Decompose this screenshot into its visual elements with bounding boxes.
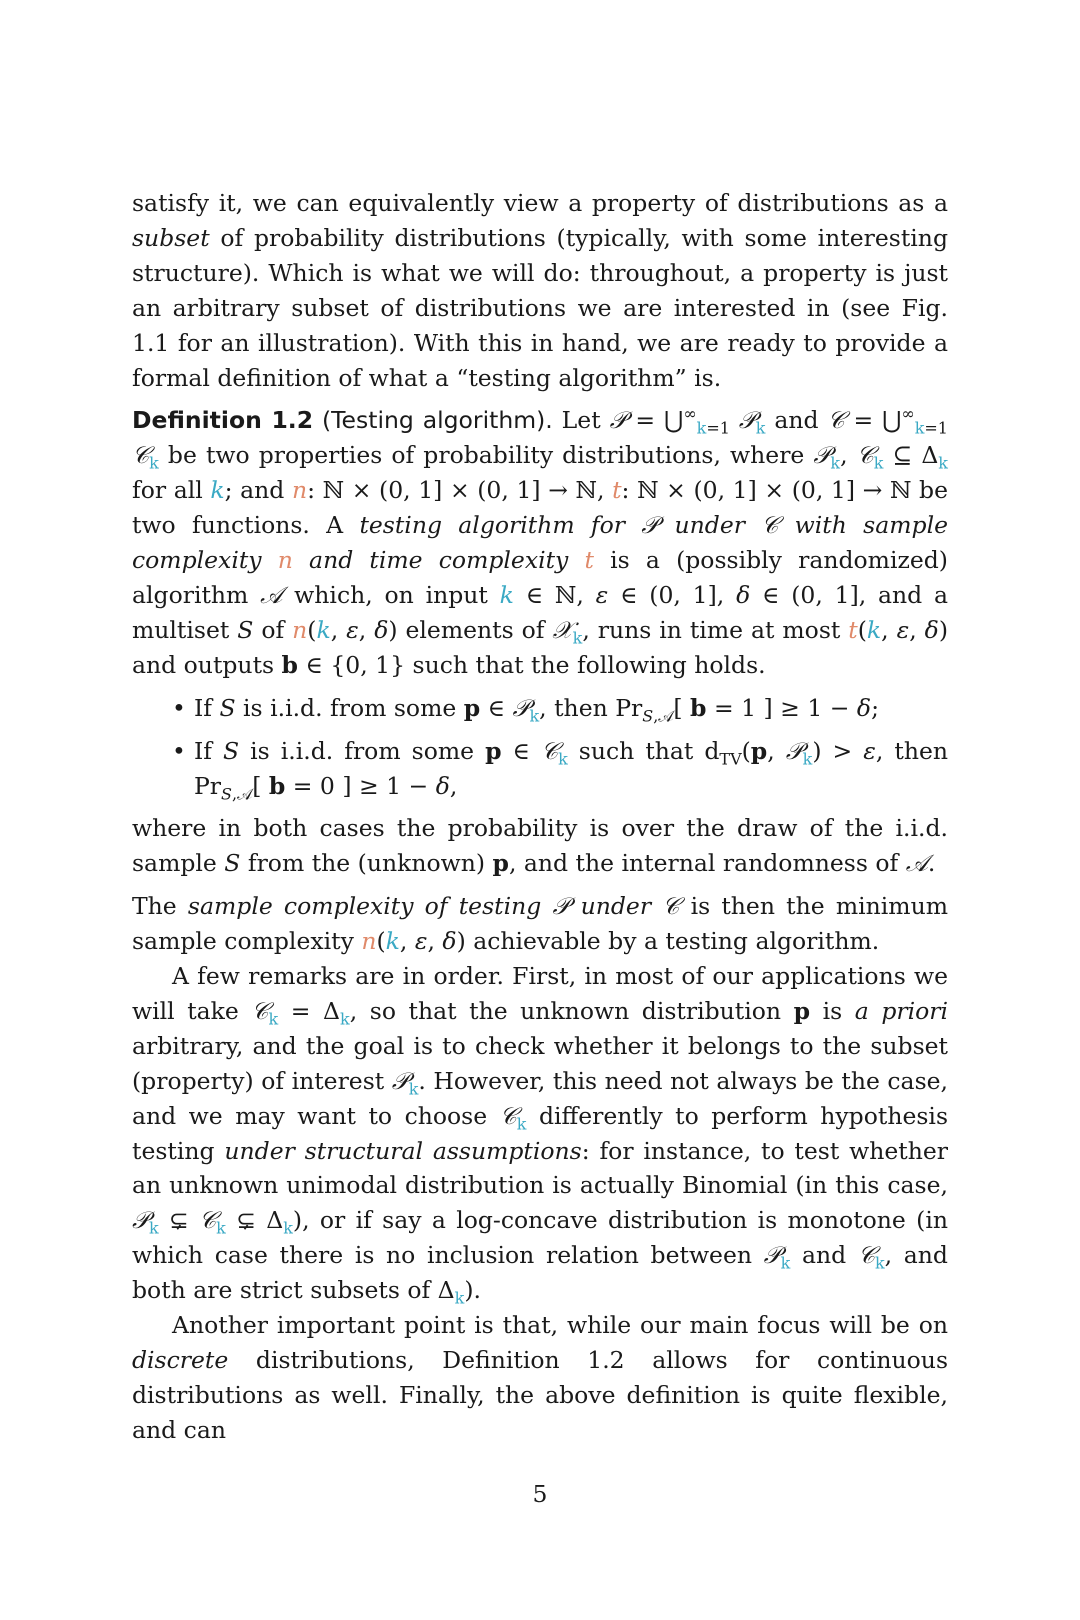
paragraph-continuation: Another important point is that, while our main focus will be on discrete distributions, Definition 1.2 allows for continuous distributions as well. Finally, the above definition is quite flexible, and can (132, 1311, 948, 1444)
definition-label: Definition 1.2 (132, 406, 314, 435)
definition-title: (Testing algorithm). (322, 406, 553, 435)
paragraph-intro: satisfy it, we can equivalently view a property of distributions as a subset of probability distributions (typically, with some interesting structure). Which is what we will do: throughout, a property is just an arbitrary subset of distributions we are interested in (see Fig. 1.1 for an illustration). With this in hand, we are ready to provide a formal definition of what a “testing algorithm” is. (132, 189, 948, 392)
definition-closing: where in both cases the probability is over the draw of the i.i.d. sample S from the (unknown) p, and the internal randomness of 𝒜. (132, 814, 948, 878)
definition-block: Definition 1.2 (Testing algorithm). Let 𝒫 = $⋃^\infty_{k=1}$ 𝒫$_k$ and 𝒞 = $⋃^\infty_{k=1}$ 𝒞$_k$ be two properties of probability distributions, where 𝒫$_k$, 𝒞$_k$ ⊆ $\Delta_k$ for all k; and n: ℕ × (0, 1] × (0, 1] → ℕ, t: ℕ × (0, 1] × (0, 1] → ℕ be two functions. A testing algorithm for 𝒫 under 𝒞 with sample complexity n and time complexity t is a (possibly randomized) algorithm 𝒜 which, on input k ∈ ℕ, ε ∈ (0, 1], δ ∈ (0, 1], and a multiset S of n(k, ε, δ) elements of 𝒳$_k$, runs in time at most t(k, ε, δ) and outputs b ∈ {0, 1} such that the following holds. (132, 404, 949, 679)
paragraph-sample-complexity: The sample complexity of testing 𝒫 under 𝒞 is then the minimum sample complexity n(k, ε, δ) achievable by a testing algorithm. (132, 892, 949, 956)
paragraph-remarks: A few remarks are in order. First, in most of our applications we will take 𝒞$_k$ = $\Delta_k$, so that the unknown distribution p is a priori arbitrary, and the goal is to check whether it belongs to the subset (property) of interest 𝒫$_k$. However, this need not always be the case, and we may want to choose 𝒞$_k$ differently to perform hypothesis testing under structural assumptions: for instance, to test whether an unknown unimodal distribution is actually Binomial (in this case, 𝒫$_k$ ⊊ 𝒞$_k$ ⊊ $\Delta_k$), or if say a log-concave distribution is monotone (in which case there is no inclusion relation between 𝒫$_k$ and 𝒞$_k$, and both are strict subsets of $\Delta_k$). (132, 962, 949, 1308)
page-number: 5 (532, 1480, 548, 1508)
page-body (132, 186, 948, 1448)
definition-conditions (132, 691, 948, 804)
condition-completeness: • If S is i.i.d. from some p ∈ 𝒫$_k$, then $Pr_{S,𝒜}$[ b = 1 ] ≥ 1 − δ; (194, 691, 948, 726)
condition-soundness: • If S is i.i.d. from some p ∈ 𝒞$_k$ such that $d_{TV}(p$, 𝒫$_k$) > ε, then $Pr_{S,𝒜}$[ b = 0 ] ≥ 1 − δ, (194, 734, 948, 804)
